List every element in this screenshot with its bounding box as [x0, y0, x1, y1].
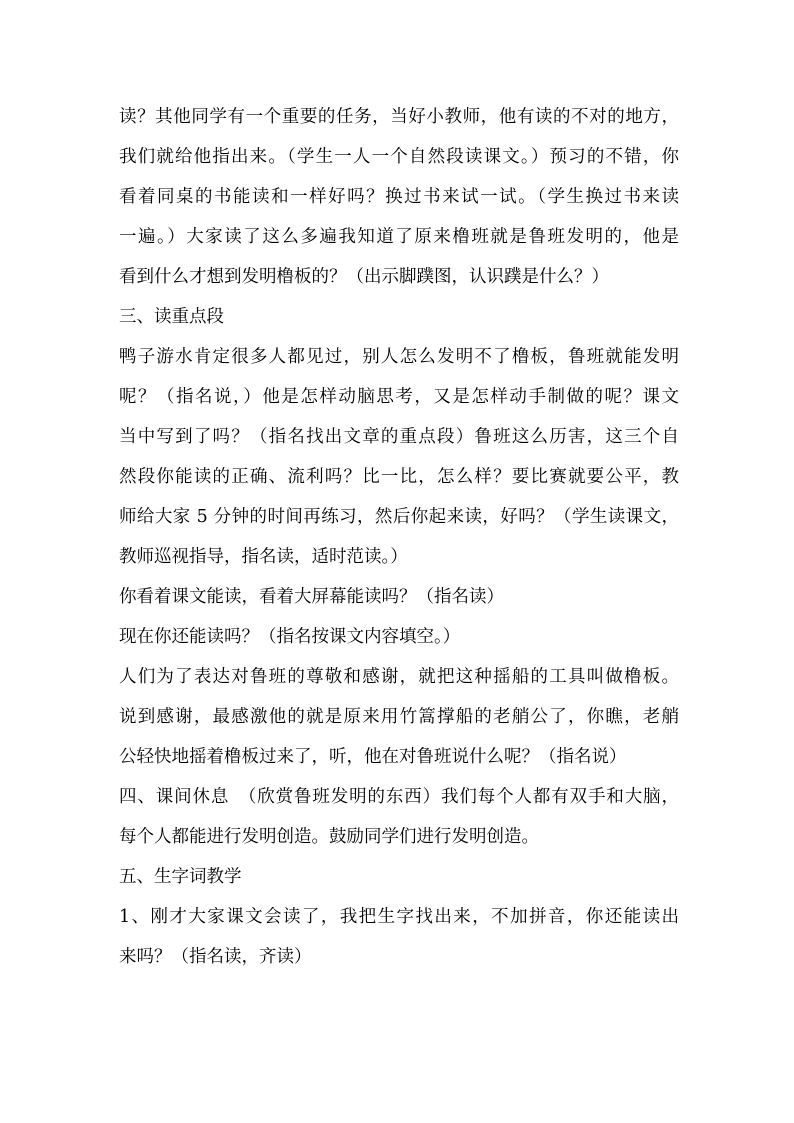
section-heading: 三、读重点段 — [119, 307, 224, 327]
text-line: 师给大家 5 分钟的时间再练习，然后你起来读，好吗？（学生读课文， — [119, 507, 679, 527]
text-line: 你看着课文能读，看着大屏幕能读吗？（指名读） — [119, 587, 504, 607]
text-line: 当中写到了吗？（指名找出文章的重点段）鲁班这么历害，这三个自 — [119, 427, 679, 447]
text-line: 读？其他同学有一个重要的任务，当好小教师，他有读的不对的地方， — [119, 107, 679, 127]
section-heading: 五、生字词教学 — [119, 867, 242, 887]
text-line: 然段你能读的正确、流利吗？比一比，怎么样？要比赛就要公平，教 — [119, 467, 679, 487]
text-line: 公轻快地摇着橹板过来了，听，他在对鲁班说什么呢？（指名说） — [119, 747, 627, 767]
text-line: 人们为了表达对鲁班的尊敬和感谢，就把这种摇船的工具叫做橹板。 — [119, 667, 679, 687]
text-line: 每个人都能进行发明创造。鼓励同学们进行发明创造。 — [119, 827, 539, 847]
text-line: 1、刚才大家课文会读了，我把生字找出来，不加拼音，你还能读出 — [119, 907, 679, 927]
text-line: 来吗？（指名读，齐读） — [119, 947, 312, 967]
text-line: 教师巡视指导，指名读，适时范读。） — [119, 547, 408, 567]
text-line: 鸭子游水肯定很多人都见过，别人怎么发明不了橹板，鲁班就能发明 — [119, 347, 679, 367]
section-heading: 四、课间休息 （欣赏鲁班发明的东西）我们每个人都有双手和大脑， — [119, 787, 679, 807]
text-line: 说到感谢，最感激他的就是原来用竹篙撑船的老艄公了，你瞧，老艄 — [119, 707, 679, 727]
text-line: 我们就给他指出来。（学生一人一个自然段读课文。）预习的不错，你 — [119, 147, 679, 167]
text-line: 呢？（指名说，）他是怎样动脑思考，又是怎样动手制做的呢？课文 — [119, 387, 679, 407]
text-line: 现在你还能读吗？（指名按课文内容填空。） — [119, 627, 461, 647]
text-line: 一遍。）大家读了这么多遍我知道了原来橹班就是鲁班发明的，他是 — [119, 227, 679, 247]
text-line: 看到什么才想到发明橹板的？（出示脚蹼图，认识蹼是什么？） — [119, 267, 609, 287]
text-line: 看着同桌的书能读和一样好吗？换过书来试一试。（学生换过书来读 — [119, 187, 679, 207]
